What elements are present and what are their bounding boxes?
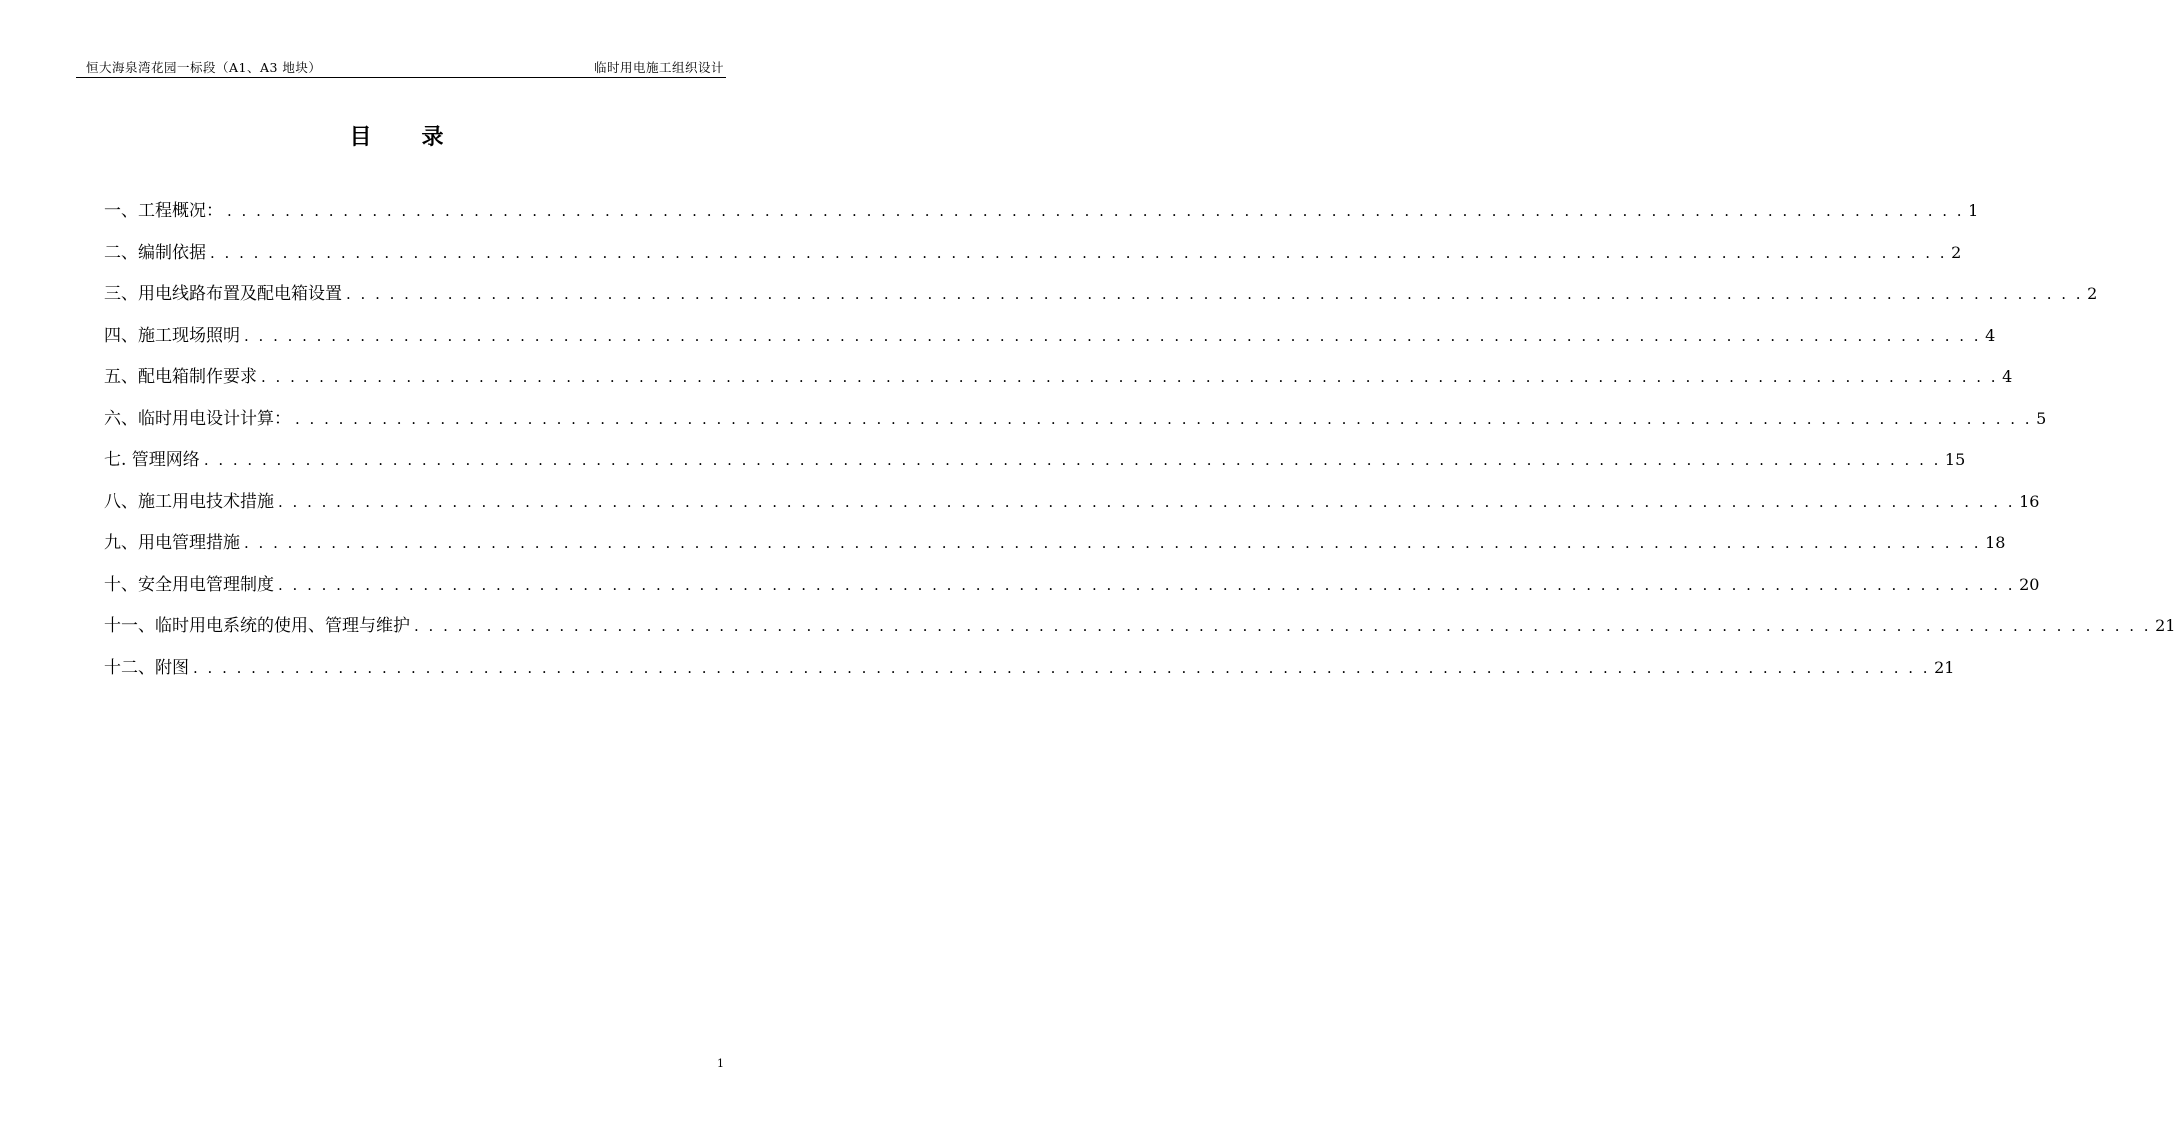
toc-dot-leader: . . . . . . . . . . . . . . . . . . . . . . . . . . . . . . . . . . . . . . . . . . . . . . . . . . . . . . . . . . . . . . . . . . . . . . . . . . . . . . . . . . . . . . . . . . . . . . . . . . . . . . . . . . . . . . . . . . . . . . . . [203,451,1941,469]
toc-entry-page: 15 [1944,450,1966,469]
toc-entry[interactable] [104,570,2040,612]
toc-entry[interactable] [104,528,2006,570]
toc-entry-page: 1 [1968,201,1979,220]
toc-entry-page: 21 [1934,657,1955,677]
toc-entry-page: 18 [1985,533,2006,552]
toc-entry-page: 20 [2019,574,2040,594]
toc-entry[interactable] [104,445,1966,487]
toc-entry-label: 三、用电线路布置及配电箱设置 [104,284,342,304]
toc-entry-page: 2 [2087,284,2098,303]
toc-entry[interactable] [104,238,1962,280]
toc-dot-leader: . . . . . . . . . . . . . . . . . . . . . . . . . . . . . . . . . . . . . . . . . . . . . . . . . . . . . . . . . . . . . . . . . . . . . . . . . . . . . . . . . . . . . . . . . . . . . . . . . . . . . . . . . . . . . . . . . . . . . . . . [414,617,2152,635]
toc-entry-page: 21 [2155,616,2175,635]
header-project-name: 恒大海泉湾花园一标段（A1、A3 地块） [86,60,322,75]
page-header [76,57,726,78]
toc-dot-leader: . . . . . . . . . . . . . . . . . . . . . . . . . . . . . . . . . . . . . . . . . . . . . . . . . . . . . . . . . . . . . . . . . . . . . . . . . . . . . . . . . . . . . . . . . . . . . . . . . . . . . . . . . . . . . . . . . . . . . . . . [261,368,1999,386]
page-number: 1 [717,1057,724,1070]
toc-dot-leader: . . . . . . . . . . . . . . . . . . . . . . . . . . . . . . . . . . . . . . . . . . . . . . . . . . . . . . . . . . . . . . . . . . . . . . . . . . . . . . . . . . . . . . . . . . . . . . . . . . . . . . . . . . . . . . . . . . . . . . . . [227,202,1965,220]
toc-entry-label: 五、配电箱制作要求 [104,367,257,387]
toc-entry-label: 六、临时用电设计计算： [104,408,291,429]
header-document-title: 临时用电施工组织设计 [593,60,724,75]
toc-entry-label: 七. 管理网络 [104,450,200,470]
toc-entry[interactable] [104,487,2040,529]
toc-entry-label: 十、安全用电管理制度 [104,574,274,595]
toc-entry-label: 八、施工用电技术措施 [104,491,274,512]
toc-entry-page: 4 [1985,325,1996,345]
toc-dot-leader: . . . . . . . . . . . . . . . . . . . . . . . . . . . . . . . . . . . . . . . . . . . . . . . . . . . . . . . . . . . . . . . . . . . . . . . . . . . . . . . . . . . . . . . . . . . . . . . . . . . . . . . . . . . . . . . . . . . . . . . . [295,409,2033,428]
toc-entry[interactable] [104,404,2047,446]
table-of-contents [104,196,2175,694]
toc-entry-label: 十一、临时用电系统的使用、管理与维护 [104,616,410,636]
toc-entry-page: 2 [1951,242,1962,262]
toc-title: 目录 [349,124,494,150]
toc-entry-label: 四、施工现场照明 [104,325,240,346]
toc-entry[interactable] [104,279,2098,321]
toc-entry-label: 九、用电管理措施 [104,533,240,553]
toc-dot-leader: . . . . . . . . . . . . . . . . . . . . . . . . . . . . . . . . . . . . . . . . . . . . . . . . . . . . . . . . . . . . . . . . . . . . . . . . . . . . . . . . . . . . . . . . . . . . . . . . . . . . . . . . . . . . . . . . . . . . . . . . [244,326,1982,345]
toc-entry-label: 十二、附图 [104,657,189,678]
toc-dot-leader: . . . . . . . . . . . . . . . . . . . . . . . . . . . . . . . . . . . . . . . . . . . . . . . . . . . . . . . . . . . . . . . . . . . . . . . . . . . . . . . . . . . . . . . . . . . . . . . . . . . . . . . . . . . . . . . . . . . . . . . . [210,243,1948,262]
toc-dot-leader: . . . . . . . . . . . . . . . . . . . . . . . . . . . . . . . . . . . . . . . . . . . . . . . . . . . . . . . . . . . . . . . . . . . . . . . . . . . . . . . . . . . . . . . . . . . . . . . . . . . . . . . . . . . . . . . . . . . . . . . . [278,492,2016,511]
toc-entry-page: 4 [2002,367,2013,386]
toc-entry-label: 一、工程概况： [104,201,223,221]
toc-dot-leader: . . . . . . . . . . . . . . . . . . . . . . . . . . . . . . . . . . . . . . . . . . . . . . . . . . . . . . . . . . . . . . . . . . . . . . . . . . . . . . . . . . . . . . . . . . . . . . . . . . . . . . . . . . . . . . . . . . . . . . . . [193,658,1931,677]
toc-entry-page: 16 [2019,491,2040,511]
toc-entry[interactable] [104,653,1955,695]
toc-entry-page: 5 [2036,408,2047,428]
toc-entry-label: 二、编制依据 [104,242,206,263]
toc-dot-leader: . . . . . . . . . . . . . . . . . . . . . . . . . . . . . . . . . . . . . . . . . . . . . . . . . . . . . . . . . . . . . . . . . . . . . . . . . . . . . . . . . . . . . . . . . . . . . . . . . . . . . . . . . . . . . . . . . . . . . . . . [278,575,2016,594]
toc-dot-leader: . . . . . . . . . . . . . . . . . . . . . . . . . . . . . . . . . . . . . . . . . . . . . . . . . . . . . . . . . . . . . . . . . . . . . . . . . . . . . . . . . . . . . . . . . . . . . . . . . . . . . . . . . . . . . . . . . . . . . . . . [346,285,2084,303]
toc-entry[interactable] [104,321,1996,363]
toc-entry[interactable] [104,196,1979,238]
toc-dot-leader: . . . . . . . . . . . . . . . . . . . . . . . . . . . . . . . . . . . . . . . . . . . . . . . . . . . . . . . . . . . . . . . . . . . . . . . . . . . . . . . . . . . . . . . . . . . . . . . . . . . . . . . . . . . . . . . . . . . . . . . . [244,534,1982,552]
toc-entry[interactable] [104,611,2175,653]
toc-entry[interactable] [104,362,2013,404]
